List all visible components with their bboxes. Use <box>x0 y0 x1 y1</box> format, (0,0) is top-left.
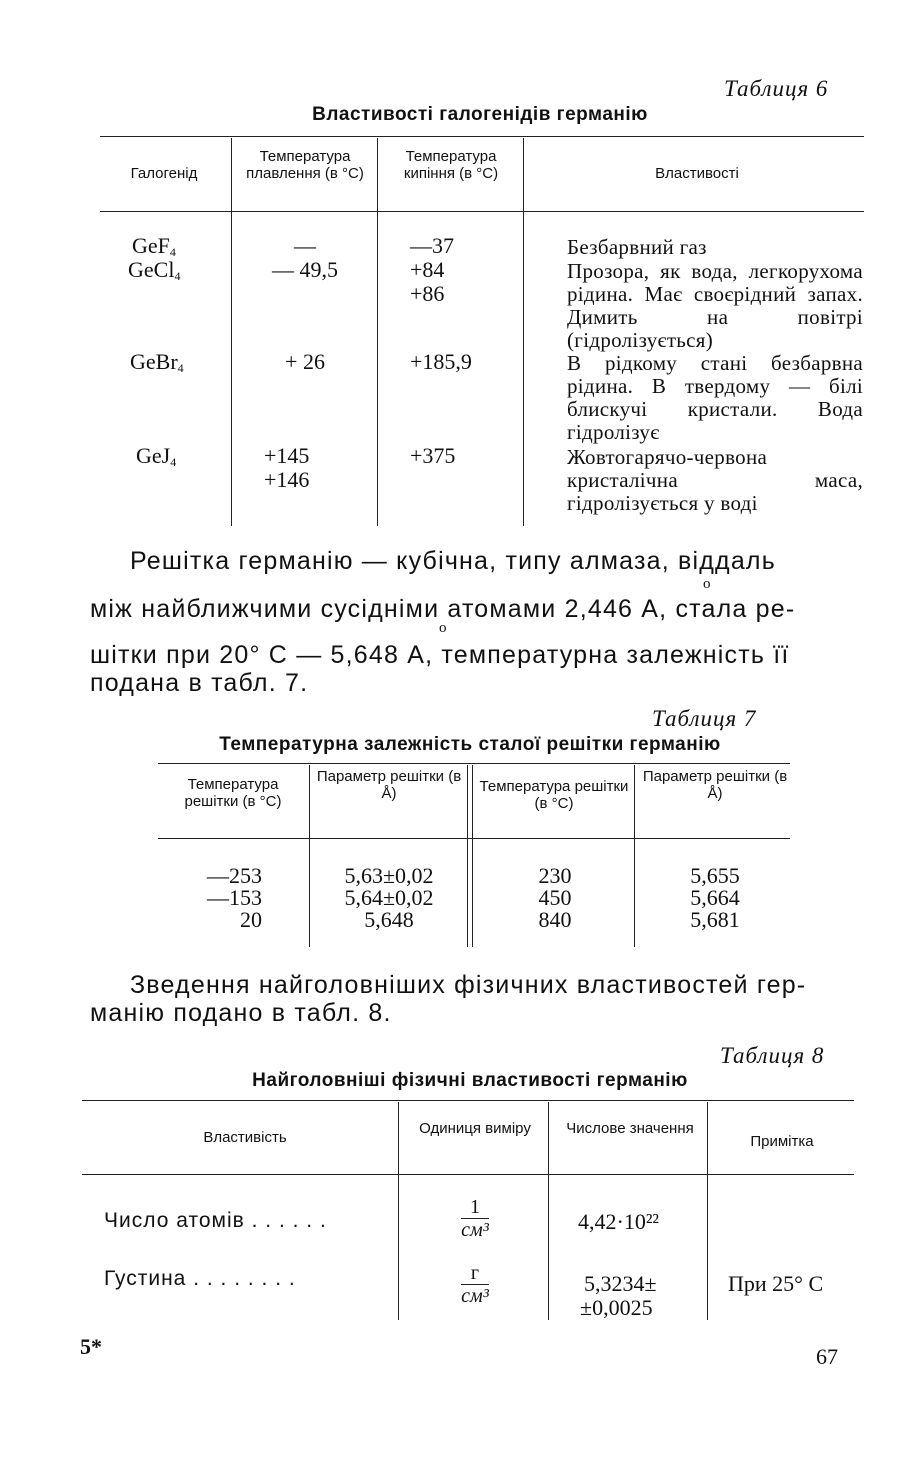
paragraph1-line2: між найближчими сусідніми атомами 2,446 А, стала ре- <box>90 595 796 623</box>
table7-top-rule <box>158 763 790 764</box>
table7-temp-left: —253 <box>207 863 262 888</box>
angstrom-ring: o <box>703 576 711 592</box>
table6-halide: GeBr$_4$ <box>130 349 184 375</box>
table7-temp-right: 840 <box>538 907 572 932</box>
table7-col-divider <box>309 765 310 947</box>
printer-signature: 5* <box>80 1334 102 1359</box>
table7-param-right: 5,664 <box>690 885 740 910</box>
table8-value: 5,3234± <box>584 1271 657 1296</box>
table6-halide: GeCl$_4$ <box>128 257 181 283</box>
table6-props: Жовтогарячо-червона кристалічна маса, гідролізується у воді <box>567 445 863 515</box>
table8-header-note: Примітка <box>750 1133 814 1150</box>
table8-unit: $\frac{1}{\text{см³}}$ <box>461 1196 489 1241</box>
table7-temp-left: —153 <box>207 885 262 910</box>
table7-param-right: 5,655 <box>690 863 740 888</box>
table7-param-left: 5,63±0,02 <box>344 863 434 888</box>
paragraph1-line1: Решітка германію — кубічна, типу алмаза, віддаль <box>130 547 776 575</box>
table8-col-divider <box>548 1102 549 1320</box>
table6-header-rule <box>100 211 864 212</box>
table8-property: Густина . . . . . . . . <box>104 1267 296 1290</box>
table8-col-divider <box>398 1102 399 1320</box>
table7-temp-right: 230 <box>538 863 572 888</box>
table6-title: Властивості галогенідів германію <box>312 104 648 125</box>
table6-header-halide: Галогенід <box>130 165 198 182</box>
table8-header-property: Властивість <box>203 1129 287 1146</box>
table6-melt: +145 <box>264 443 310 468</box>
table8-top-rule <box>82 1100 854 1101</box>
table6-melt: + 26 <box>285 349 325 374</box>
table6-melt: +146 <box>264 467 310 492</box>
page-number: 67 <box>816 1344 838 1369</box>
table6-boil: +86 <box>410 281 445 306</box>
angstrom-ring: o <box>439 620 447 636</box>
table6-boil: +375 <box>410 443 456 468</box>
table6-col-divider <box>523 138 524 526</box>
paragraph1-line3: шітки при 20° С — 5,648 А, температурна залежність її <box>90 641 790 669</box>
table6-props: Прозора, як вода, легкорухома рідина. Має своєрідний запах. Димить на повітрі (гідролізується) <box>567 259 863 352</box>
table8-header-value: Числове значення <box>566 1120 694 1137</box>
table6-halide: GeF$_4$ <box>132 233 176 259</box>
table8-note: При 25° С <box>728 1271 824 1296</box>
table7-header-rule <box>158 838 790 839</box>
table8-caption: Таблиця 8 <box>720 1043 825 1068</box>
table7-param-left: 5,648 <box>364 907 414 932</box>
table7-header-temp: Температура решітки (в °С) <box>479 778 629 812</box>
table8-title: Найголовніші фізичні властивості германію <box>252 1070 688 1091</box>
table7-temp-left: 20 <box>240 907 262 932</box>
table6-boil: +185,9 <box>410 349 472 374</box>
table6-halide: GeJ$_4$ <box>136 443 177 469</box>
table6-header-props: Властивості <box>655 165 739 182</box>
table6-melt: — 49,5 <box>272 257 338 282</box>
table6-boil: —37 <box>410 233 454 258</box>
table7-col-divider <box>472 765 473 947</box>
table7-header-param: Параметр решітки (в Å) <box>642 768 788 802</box>
table7-col-divider <box>467 765 468 947</box>
table6-boil: +84 <box>410 257 445 282</box>
table8-col-divider <box>707 1102 708 1320</box>
table6-header-boil: Температура кипіння (в °С) <box>403 148 499 182</box>
table7-header-param: Параметр решітки (в Å) <box>316 768 462 802</box>
table6-melt: — <box>294 233 316 258</box>
table6-header-melt: Температура плавлення (в °С) <box>246 148 364 182</box>
table7-caption: Таблиця 7 <box>652 706 757 731</box>
paragraph2-line2: манію подано в табл. 8. <box>90 999 392 1027</box>
table6-top-rule <box>100 136 864 137</box>
table8-unit: $\frac{г}{\text{см³}}$ <box>461 1262 489 1307</box>
table6-props: В рідкому стані безбарвна рідина. В твердому — білі блискучі кристали. Вода гідролізує <box>567 351 863 444</box>
table7-param-left: 5,64±0,02 <box>344 885 434 910</box>
table7-temp-right: 450 <box>538 885 572 910</box>
table8-header-rule <box>82 1174 854 1175</box>
table7-param-right: 5,681 <box>690 907 740 932</box>
table6-caption: Таблиця 6 <box>724 76 829 101</box>
table6-col-divider <box>377 138 378 526</box>
table8-property: Число атомів . . . . . . <box>104 1209 327 1232</box>
paragraph1-line4: подана в табл. 7. <box>90 669 309 697</box>
table7-col-divider <box>634 765 635 947</box>
paragraph2-line1: Зведення найголовніших фізичних властивостей гер- <box>130 971 807 999</box>
table7-title: Температурна залежність сталої решітки германію <box>219 734 721 755</box>
table6-props: Безбарвний газ <box>567 235 707 259</box>
table7-header-temp: Температура решітки (в °С) <box>184 776 282 810</box>
table6-col-divider <box>231 138 232 526</box>
table8-value: 4,42·10²² <box>578 1209 660 1234</box>
table8-header-unit: Одиниця виміру <box>419 1120 531 1137</box>
table8-value: ±0,0025 <box>580 1295 653 1320</box>
